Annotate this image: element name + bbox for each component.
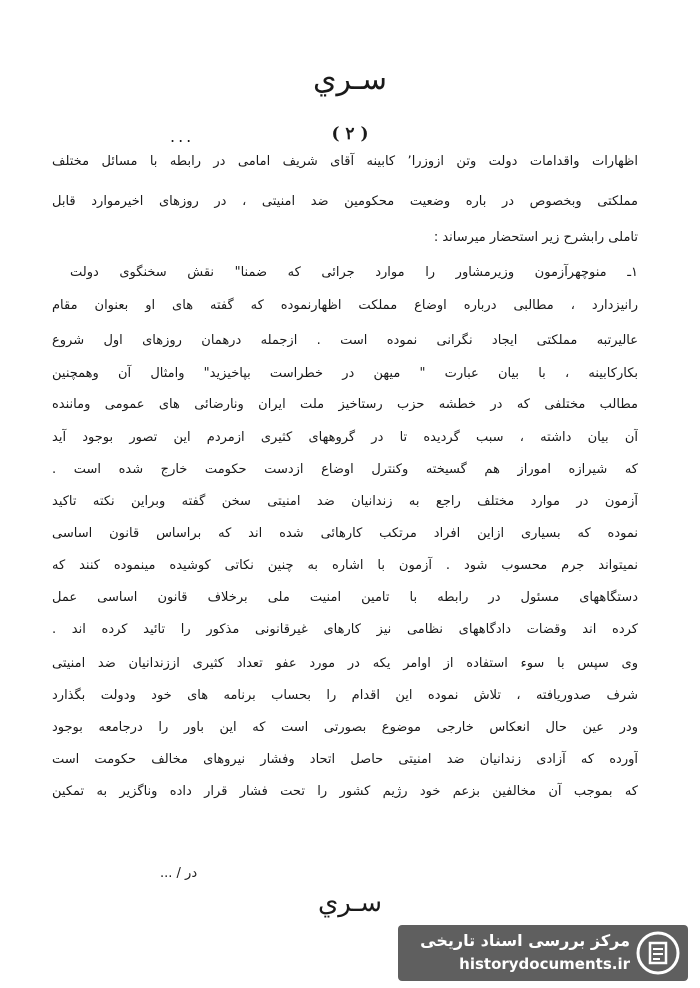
body-line: تاملی رابشرح زیر استحضار میرساند : [433,230,638,245]
body-line: ودر عین حال انعکاس خارجی موضوع بصورتی است که این باور را درجامعه بوجود [52,720,638,735]
continuation-note: در / ... [160,866,198,881]
body-line: شرف صدوریافته ، تلاش نموده این اقدام را بحساب برنامه های خود ودولت بگذارد [52,688,638,703]
page-number: ( ٢ ) [331,124,369,144]
body-line: نموده که بسیاری ازاین افراد مرتکب کارهائی شده اند که براساس قانون اساسی [52,526,638,541]
archive-watermark [398,925,688,981]
body-line: آن بیان داشته ، سبب گردیده تا در گروههای کثیری ازمردم این تصور بوجود آید [52,430,638,445]
body-line: آزمون در موارد مختلف راجع به زندانیان ضد امنیتی سخن گفته وبراین نکته تاکید [52,494,638,509]
body-line: عالیرتبه مملکتی ایجاد نگرانی نموده است . ازجمله درهمان روزهای اول شروع [52,333,638,348]
body-line: آورده که آزادی زندانیان ضد امنیتی حاصل اتحاد وفشار نیروهای مخالف حکومت است [52,752,638,767]
body-line: کرده اند وقضات دادگاههای نظامی نیز کارهای غیرقانونی مذکور را تائید کرده اند . [52,622,638,637]
continuation-dots: ... [170,127,195,146]
classification-mark-top: سـري [313,62,387,97]
body-line: وی سپس با سوء استفاده از اوامر یکه در مورد عفو تعداد کثیری اززندانیان ضد امنیتی [52,656,638,671]
classification-mark-bottom: سـري [317,888,383,918]
body-line: مطالب مختلفی که در خطشه حزب رستاخیز ملت ایران ونارضائی های عمومی وماننده [52,397,638,412]
body-line: اظهارات واقدامات دولت وتن ازوزرا٬ کابینه آقای شریف امامی در رابطه با مسائل مختلف [52,154,638,169]
body-line: ١ـ منوچهرآزمون وزیرمشاور را موارد جرائی که ضمنا" نقش سخنگوی دولت [70,265,638,280]
body-line: مملکتی وبخصوص در باره وضعیت محکومین ضد امنیتی ، در روزهای اخیرموارد قابل [52,194,638,209]
body-line: نمیتواند جرم محسوب شود . آزمون با اشاره به چنین نکاتی کوشیده مینموده کنند که [52,558,638,573]
archive-title: مرکز بررسی اسناد تاریخی [420,931,630,950]
body-line: رانیزدارد ، مطالبی درباره اوضاع مملکت اظهارنموده که گفته های او بعنوان مقام [52,298,638,313]
body-line: که بموجب آن مخالفین بزعم خود رژیم کشور را تحت فشار قرار داده وناگزیر به تمکین [52,784,638,799]
archive-url: historydocuments.ir [459,955,630,973]
body-line: بکارکابینه ، با بیان عبارت " میهن در خطراست بپاخیزید" وامثال آن وهمچنین [52,366,638,381]
document-archive-logo-icon [636,931,680,975]
body-line: دستگاههای مسئول در رابطه با تامین امنیت ملی برخلاف قانون اساسی عمل [52,590,638,605]
body-line: که شیرازه اموراز هم گسیخته وکنترل اوضاع ازدست حکومت خارج شده است . [52,462,638,477]
